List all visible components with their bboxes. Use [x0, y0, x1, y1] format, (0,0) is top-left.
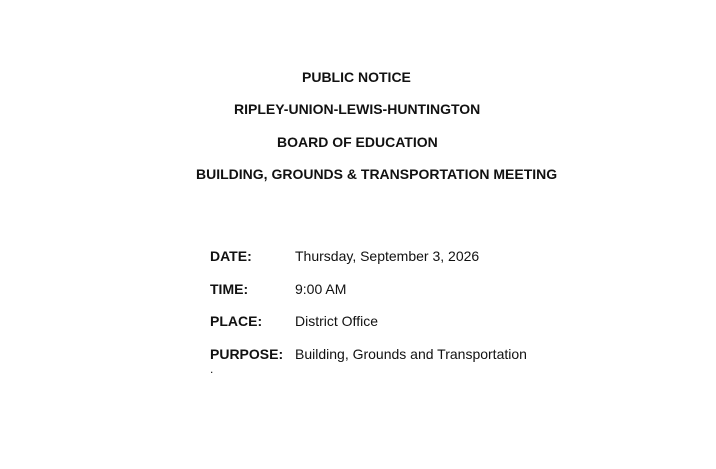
place-value: District Office	[295, 313, 378, 329]
time-value: 9:00 AM	[295, 281, 347, 297]
notice-title: PUBLIC NOTICE	[302, 69, 411, 85]
purpose-value: Building, Grounds and Transportation	[295, 346, 527, 362]
district-name: RIPLEY-UNION-LEWIS-HUNTINGTON	[234, 101, 481, 117]
place-label: PLACE:	[210, 313, 263, 329]
date-label: DATE:	[210, 248, 252, 264]
date-value: Thursday, September 3, 2026	[295, 248, 480, 264]
meeting-name: BUILDING, GROUNDS & TRANSPORTATION MEETING	[196, 166, 558, 182]
time-label: TIME:	[210, 281, 249, 297]
purpose-label: PURPOSE:	[210, 346, 284, 362]
trailing-period: .	[210, 362, 214, 376]
board-name: BOARD OF EDUCATION	[277, 134, 438, 150]
